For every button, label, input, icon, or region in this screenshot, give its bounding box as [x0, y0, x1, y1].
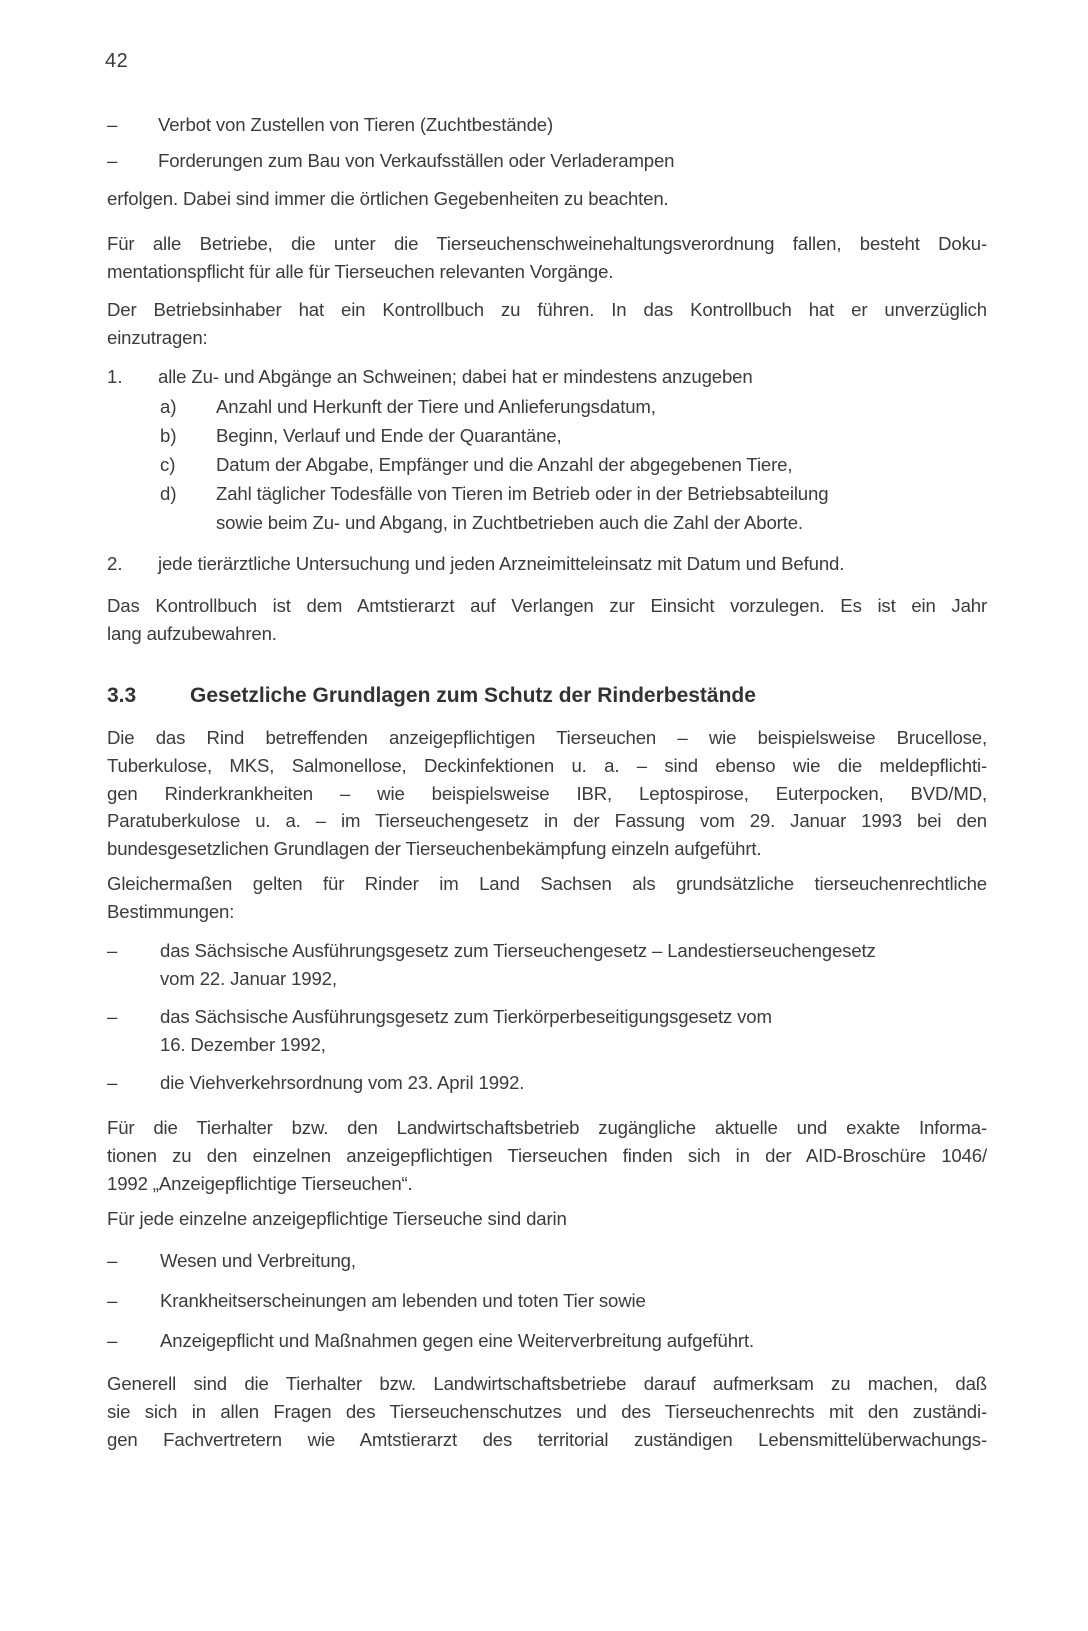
sublist-label: c) — [160, 454, 176, 475]
bullet-item: Forderungen zum Bau von Verkaufsställen oder Verladerampen — [158, 150, 675, 171]
paragraph-dokumentation — [107, 230, 987, 286]
bullet-item: Wesen und Verbreitung, — [160, 1250, 356, 1271]
paragraph-line: gen Rinderkrankheiten – wie beispielsweise IBR, Leptospirose, Euterpocken, BVD/MD, — [107, 782, 987, 804]
paragraph-line: lang aufzubewahren. — [107, 622, 277, 644]
list-number: 2. — [107, 553, 123, 574]
bullet-dash: – — [107, 1250, 118, 1271]
sublist-label: d) — [160, 483, 177, 504]
paragraph-line: bundesgesetzlichen Grundlagen der Tierseuchenbekämpfung einzeln aufgeführt. — [107, 838, 762, 860]
bullet-dash: – — [107, 940, 118, 961]
paragraph-vorlegen — [107, 592, 987, 648]
sublist-item: Beginn, Verlauf und Ende der Quarantäne, — [216, 425, 562, 446]
paragraph-erfolgen: erfolgen. Dabei sind immer die örtlichen Gegebenheiten zu beachten. — [107, 188, 669, 209]
bullet-item: Anzeigepflicht und Maßnahmen gegen eine Weiterverbreitung aufgeführt. — [160, 1330, 754, 1351]
paragraph-generell — [107, 1370, 987, 1453]
page-number: 42 — [105, 50, 129, 72]
list-item-text: alle Zu- und Abgänge an Schweinen; dabei hat er mindestens anzugeben — [158, 366, 753, 387]
bullet-item: das Sächsische Ausführungsgesetz zum Tierkörperbeseitigungsgesetz vom — [160, 1006, 772, 1027]
paragraph-line: Für die Tierhalter bzw. den Landwirtschaftsbetrieb zugängliche aktuelle und exakte Informa- — [107, 1117, 987, 1138]
bullet-dash: – — [107, 1330, 118, 1351]
section-number: 3.3 — [107, 684, 137, 707]
sublist-item-continuation: sowie beim Zu- und Abgang, in Zuchtbetrieben auch die Zahl der Aborte. — [216, 512, 803, 533]
paragraph-line: sie sich in allen Fragen des Tierseuchenschutzes und des Tierseuchenrechts mit den zuständi- — [107, 1400, 987, 1422]
list-item-text: jede tierärztliche Untersuchung und jeden Arzneimitteleinsatz mit Datum und Befund. — [158, 553, 845, 574]
bullet-item-continuation: vom 22. Januar 1992, — [160, 968, 337, 989]
bullet-item: Krankheitserscheinungen am lebenden und toten Tier sowie — [160, 1290, 646, 1311]
paragraph-sachsen — [107, 870, 987, 926]
paragraph-line: Der Betriebsinhaber hat ein Kontrollbuch zu führen. In das Kontrollbuch hat er unverzüglich — [107, 299, 987, 320]
paragraph-rind — [107, 724, 987, 863]
sublist-item: Datum der Abgabe, Empfänger und die Anzahl der abgegebenen Tiere, — [216, 454, 793, 475]
bullet-dash: – — [107, 1290, 118, 1311]
paragraph-line: mentationspflicht für alle für Tierseuchen relevanten Vorgänge. — [107, 260, 614, 282]
paragraph-line: 1992 „Anzeigepflichtige Tierseuchen“. — [107, 1172, 413, 1194]
list-number: 1. — [107, 366, 123, 387]
paragraph-line: Tuberkulose, MKS, Salmonellose, Deckinfektionen u. a. – sind ebenso wie die meldepflichti- — [107, 754, 987, 776]
section-title: Gesetzliche Grundlagen zum Schutz der Rinderbestände — [190, 684, 756, 707]
paragraph-line: Das Kontrollbuch ist dem Amtstierarzt auf Verlangen zur Einsicht vorzulegen. Es ist ein Jahr — [107, 595, 987, 616]
paragraph-line: Für alle Betriebe, die unter die Tierseuchenschweinehaltungsverordnung fallen, besteht Doku- — [107, 233, 987, 254]
paragraph-kontrollbuch — [107, 296, 987, 352]
sublist-item: Anzahl und Herkunft der Tiere und Anlieferungsdatum, — [216, 396, 656, 417]
bullet-dash: – — [107, 1006, 118, 1027]
paragraph-line: Bestimmungen: — [107, 900, 235, 922]
bullet-item: die Viehverkehrsordnung vom 23. April 1992. — [160, 1072, 525, 1093]
bullet-dash: – — [107, 150, 118, 171]
paragraph-aid — [107, 1114, 987, 1197]
paragraph-darin: Für jede einzelne anzeigepflichtige Tierseuche sind darin — [107, 1208, 567, 1229]
paragraph-line: Generell sind die Tierhalter bzw. Landwirtschaftsbetriebe darauf aufmerksam zu machen, daß — [107, 1373, 987, 1394]
bullet-dash: – — [107, 114, 118, 135]
paragraph-line: tionen zu den einzelnen anzeigepflichtigen Tierseuchen finden sich in der AID-Broschüre 1046/ — [107, 1144, 987, 1166]
sublist-item: Zahl täglicher Todesfälle von Tieren im Betrieb oder in der Betriebsabteilung — [216, 483, 829, 504]
paragraph-line: einzutragen: — [107, 326, 208, 348]
bullet-item: Verbot von Zustellen von Tieren (Zuchtbestände) — [158, 114, 554, 135]
sublist-label: a) — [160, 396, 177, 417]
sublist-label: b) — [160, 425, 177, 446]
bullet-item: das Sächsische Ausführungsgesetz zum Tierseuchengesetz – Landestierseuchengesetz — [160, 940, 876, 961]
paragraph-line: Gleichermaßen gelten für Rinder im Land Sachsen als grundsätzliche tierseuchenrechtliche — [107, 873, 987, 894]
bullet-item-continuation: 16. Dezember 1992, — [160, 1034, 326, 1055]
paragraph-line: Die das Rind betreffenden anzeigepflichtigen Tierseuchen – wie beispielsweise Brucellose, — [107, 727, 987, 748]
bullet-dash: – — [107, 1072, 118, 1093]
paragraph-line: gen Fachvertretern wie Amtstierarzt des territorial zuständigen Lebensmittelüberwachungs- — [107, 1428, 987, 1450]
paragraph-line: Paratuberkulose u. a. – im Tierseuchengesetz in der Fassung vom 29. Januar 1993 bei den — [107, 810, 987, 832]
